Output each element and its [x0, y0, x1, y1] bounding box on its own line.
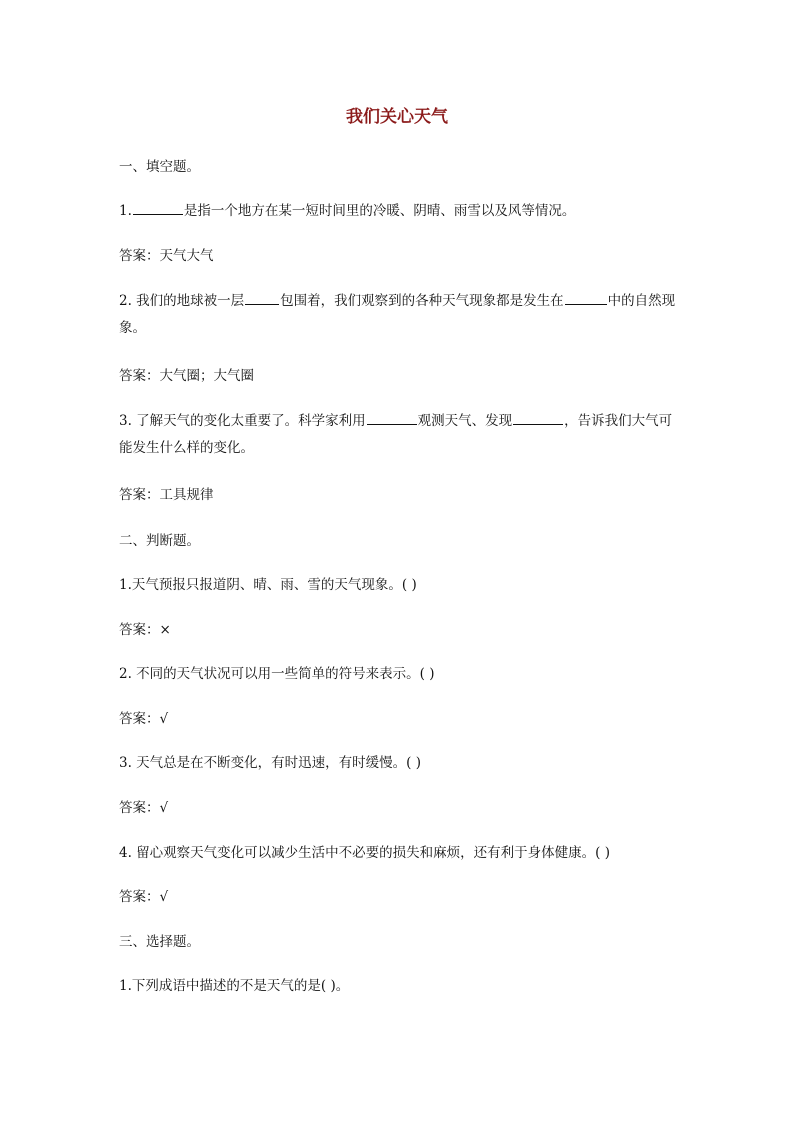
question-text-part: 2. 我们的地球被一层	[119, 293, 245, 309]
question-fill-3	[119, 408, 679, 462]
section-heading-true-false: 二、判断题。	[119, 533, 200, 549]
question-text-part: 中的自然现象。	[119, 293, 676, 336]
answer-blank	[367, 409, 417, 425]
answer-blank	[245, 289, 279, 305]
question-tf-1: 1.天气预报只报道阴、晴、雨、雪的天气现象。( )	[119, 577, 417, 593]
question-fill-2	[119, 288, 679, 342]
question-text-part: ，告诉我们大气可能发生什么样的变化。	[119, 413, 673, 456]
question-text: 是指一个地方在某一短时间里的冷暖、阴晴、雨雪以及风等情况。	[183, 203, 576, 219]
answer-blank	[565, 289, 607, 305]
question-text-part: 包围着，我们观察到的各种天气现象都是发生在	[280, 293, 564, 309]
question-number: 1.	[119, 203, 132, 219]
answer-fill-1: 答案：天气大气	[119, 248, 214, 264]
answer-fill-3: 答案：工具规律	[119, 487, 214, 503]
answer-tf-1: 答案：×	[119, 622, 171, 638]
answer-tf-3: 答案：√	[119, 800, 169, 816]
answer-blank	[133, 199, 183, 215]
document-title: 我们关心天气	[346, 107, 448, 127]
answer-tf-4: 答案：√	[119, 889, 169, 905]
answer-fill-2: 答案：大气圈；大气圈	[119, 368, 254, 384]
question-choice-1: 1.下列成语中描述的不是天气的是( )。	[119, 978, 350, 994]
section-heading-multiple-choice: 三、选择题。	[119, 934, 200, 950]
question-text-part: 观测天气、发现	[417, 413, 513, 429]
answer-tf-2: 答案：√	[119, 711, 169, 727]
question-text-part: 3. 了解天气的变化太重要了。科学家利用	[119, 413, 366, 429]
question-tf-4: 4. 留心观察天气变化可以减少生活中不必要的损失和麻烦，还有利于身体健康。( )	[119, 845, 610, 861]
question-tf-3: 3. 天气总是在不断变化，有时迅速，有时缓慢。( )	[119, 755, 421, 771]
question-tf-2: 2. 不同的天气状况可以用一些简单的符号来表示。( )	[119, 666, 435, 682]
question-fill-1	[119, 198, 679, 225]
section-heading-fill-in: 一、填空题。	[119, 159, 200, 175]
answer-blank	[513, 409, 563, 425]
